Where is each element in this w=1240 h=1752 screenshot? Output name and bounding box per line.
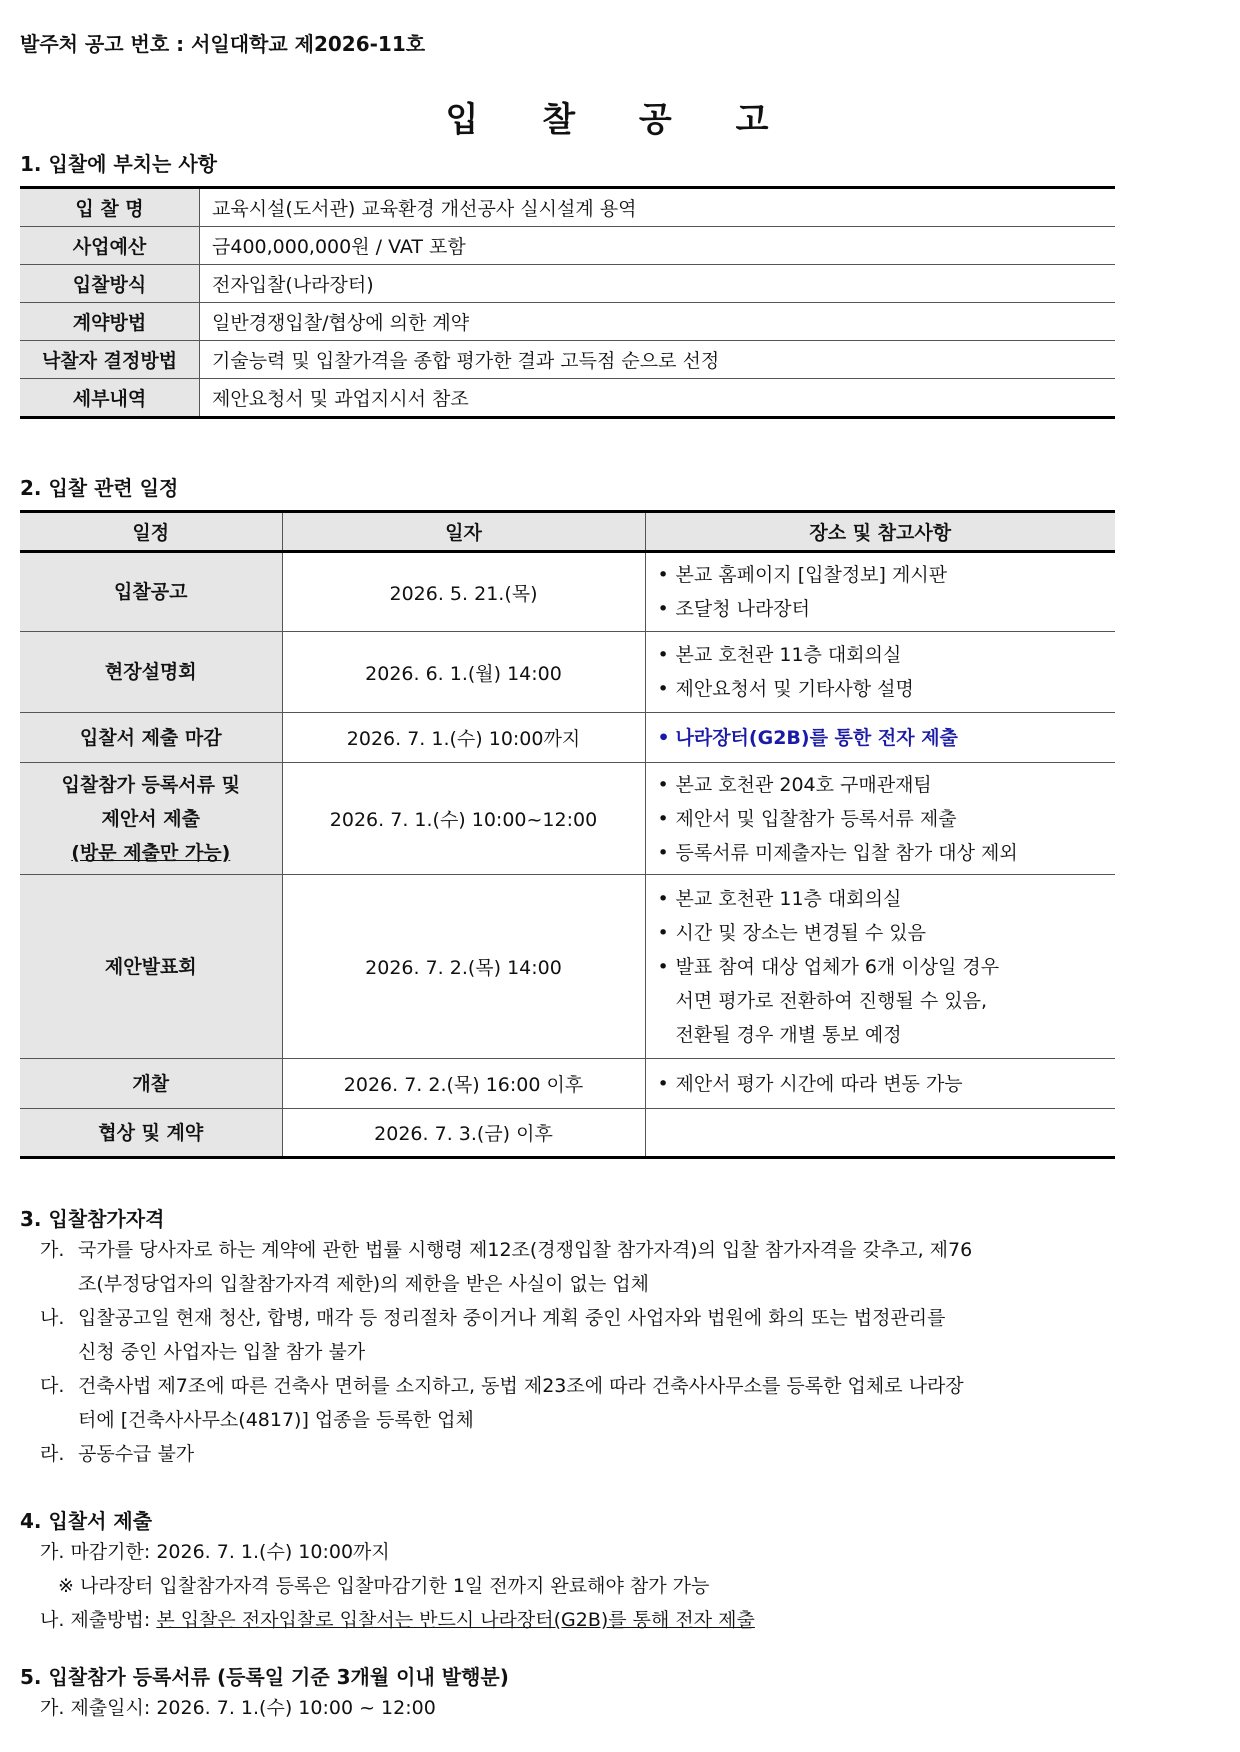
note-item: • 본교 호천관 11층 대회의실	[658, 638, 1116, 672]
schedule-date: 2026. 7. 2.(목) 16:00 이후	[282, 1059, 645, 1109]
note-item: • 시간 및 장소는 변경될 수 있음	[658, 916, 1116, 950]
deadline-label: 마감기한:	[70, 1541, 151, 1563]
row-value: 제안요청서 및 과업지시서 참조	[212, 388, 469, 410]
note-item: • 조달청 나라장터	[658, 592, 1116, 626]
schedule-date: 2026. 7. 3.(금) 이후	[282, 1109, 645, 1158]
section-2-heading: 2. 입찰 관련 일정	[20, 476, 179, 500]
table-row	[20, 188, 1115, 227]
row-value: 기술능력 및 입찰가격을 종합 평가한 결과 고득점 순으로 선정	[200, 341, 1116, 379]
table-row	[20, 303, 1115, 341]
section-3-heading: 3. 입찰참가자격	[20, 1207, 165, 1231]
schedule-notes	[645, 1109, 1115, 1158]
schedule-notes	[645, 763, 1115, 875]
registration-docs-block	[40, 1691, 1140, 1725]
item-line: 공동수급 불가	[78, 1443, 195, 1465]
schedule-date: 2026. 7. 1.(수) 10:00까지	[282, 713, 645, 763]
note-item: • 본교 호천관 11층 대회의실	[658, 882, 1116, 916]
row-value: 금400,000,000원 / VAT 포함	[200, 227, 1116, 265]
note-continuation: 서면 평가로 전환하여 진행될 수 있음,	[675, 989, 988, 1012]
schedule-notes	[645, 632, 1115, 713]
list-item	[40, 1369, 1140, 1437]
schedule-event	[20, 763, 282, 875]
submission-date-value: 2026. 7. 1.(수) 10:00 ~ 12:00	[156, 1697, 436, 1719]
method-line	[40, 1603, 1140, 1637]
table-row	[20, 632, 1115, 713]
document-title: 입 찰 공 고	[445, 100, 795, 140]
table-row	[20, 1109, 1115, 1158]
row-key: 세부내역	[20, 379, 200, 418]
table-row	[20, 875, 1115, 1059]
note-item: • 제안서 평가 시간에 따라 변동 가능	[658, 1067, 1116, 1101]
item-marker: 가.	[40, 1697, 65, 1719]
column-header: 장소 및 참고사항	[645, 512, 1115, 552]
table-row	[20, 763, 1115, 875]
list-item	[40, 1301, 1140, 1369]
column-header: 일자	[282, 512, 645, 552]
row-key: 입찰방식	[20, 265, 200, 303]
schedule-date: 2026. 7. 1.(수) 10:00~12:00	[282, 763, 645, 875]
item-marker: 나.	[40, 1307, 65, 1329]
table-header-row	[20, 512, 1115, 552]
schedule-event: 협상 및 계약	[20, 1109, 282, 1158]
event-line: 입찰참가 등록서류 및	[61, 773, 240, 796]
note-item: • 제안요청서 및 기타사항 설명	[658, 672, 1116, 706]
table-row	[20, 1059, 1115, 1109]
table-row	[20, 552, 1115, 632]
item-marker: 라.	[40, 1443, 65, 1465]
list-item	[40, 1437, 1140, 1471]
submission-date-line	[40, 1691, 1140, 1725]
list-item	[40, 1233, 1140, 1301]
table-row	[20, 265, 1115, 303]
bid-overview-table	[20, 186, 1115, 419]
column-header: 일정	[20, 512, 282, 552]
schedule-date: 2026. 7. 2.(목) 14:00	[282, 875, 645, 1059]
schedule-event: 입찰서 제출 마감	[20, 713, 282, 763]
row-value: 교육시설(도서관) 교육환경 개선공사 실시설계 용역	[200, 188, 1116, 227]
schedule-event: 현장설명회	[20, 632, 282, 713]
item-line: 국가를 당사자로 하는 계약에 관한 법률 시행령 제12조(경쟁입찰 참가자격)의 입찰 참가자격을 갖추고, 제76	[78, 1239, 973, 1261]
method-value: 본 입찰은 전자입찰로 입찰서는 반드시 나라장터(G2B)를 통해 전자 제출	[156, 1609, 755, 1631]
schedule-notes	[645, 713, 1115, 763]
row-value: 전자입찰(나라장터)	[200, 265, 1116, 303]
section-4-heading: 4. 입찰서 제출	[20, 1509, 153, 1533]
schedule-notes	[645, 875, 1115, 1059]
note-item: • 본교 홈페이지 [입찰정보] 게시판	[658, 558, 1116, 592]
table-row	[20, 227, 1115, 265]
schedule-notes	[645, 552, 1115, 632]
event-line: 제안서 제출	[101, 807, 200, 830]
table-row	[20, 379, 1115, 418]
item-marker: 가.	[40, 1239, 65, 1261]
schedule-notes	[645, 1059, 1115, 1109]
submission-block	[40, 1535, 1140, 1637]
schedule-table	[20, 510, 1115, 1159]
item-marker: 가.	[40, 1541, 65, 1563]
row-key: 계약방법	[20, 303, 200, 341]
registration-note: ※ 나라장터 입찰참가자격 등록은 입찰마감기한 1일 전까지 완료해야 참가 가능	[58, 1575, 710, 1597]
note-item: • 등록서류 미제출자는 입찰 참가 대상 제외	[658, 836, 1116, 870]
note-item: • 본교 호천관 204호 구매관재팀	[658, 768, 1116, 802]
row-key: 낙찰자 결정방법	[20, 341, 200, 379]
deadline-value: 2026. 7. 1.(수) 10:00까지	[156, 1541, 390, 1563]
note-continuation: 전환될 경우 개별 통보 예정	[675, 1023, 902, 1046]
note-item: • 나라장터(G2B)를 통한 전자 제출	[658, 721, 1116, 755]
schedule-date: 2026. 6. 1.(월) 14:00	[282, 632, 645, 713]
schedule-event: 제안발표회	[20, 875, 282, 1059]
note-item: • 제안서 및 입찰참가 등록서류 제출	[658, 802, 1116, 836]
row-key: 사업예산	[20, 227, 200, 265]
eligibility-list	[40, 1233, 1140, 1471]
schedule-date: 2026. 5. 21.(목)	[282, 552, 645, 632]
item-line: 입찰공고일 현재 청산, 합병, 매각 등 정리절차 중이거나 계획 중인 사업자와 법원에 화의 또는 법정관리를	[78, 1307, 946, 1329]
item-marker: 나.	[40, 1609, 65, 1631]
item-marker: 다.	[40, 1375, 65, 1397]
section-5-heading: 5. 입찰참가 등록서류 (등록일 기준 3개월 이내 발행분)	[20, 1665, 509, 1689]
notice-number: 발주처 공고 번호 : 서일대학교 제2026-11호	[20, 32, 426, 56]
item-line: 건축사법 제7조에 따른 건축사 면허를 소지하고, 동법 제23조에 따라 건축사사무소를 등록한 업체로 나라장	[78, 1375, 964, 1397]
event-line: (방문 제출만 가능)	[71, 841, 231, 864]
row-key: 입 찰 명	[20, 188, 200, 227]
section-1-heading: 1. 입찰에 부치는 사항	[20, 152, 217, 176]
table-row	[20, 341, 1115, 379]
item-line: 조(부정당업자의 입찰참가자격 제한)의 제한을 받은 사실이 없는 업체	[78, 1273, 650, 1295]
item-line: 신청 중인 사업자는 입찰 참가 불가	[78, 1341, 366, 1363]
note-item: • 발표 참여 대상 업체가 6개 이상일 경우	[658, 950, 1116, 984]
deadline-line	[40, 1535, 1140, 1569]
row-value: 일반경쟁입찰/협상에 의한 계약	[200, 303, 1116, 341]
submission-date-label: 제출일시:	[70, 1697, 151, 1719]
item-line: 터에 [건축사사무소(4817)] 업종을 등록한 업체	[78, 1409, 474, 1431]
schedule-event: 개찰	[20, 1059, 282, 1109]
method-label: 제출방법:	[70, 1609, 151, 1631]
table-row	[20, 713, 1115, 763]
schedule-event: 입찰공고	[20, 552, 282, 632]
